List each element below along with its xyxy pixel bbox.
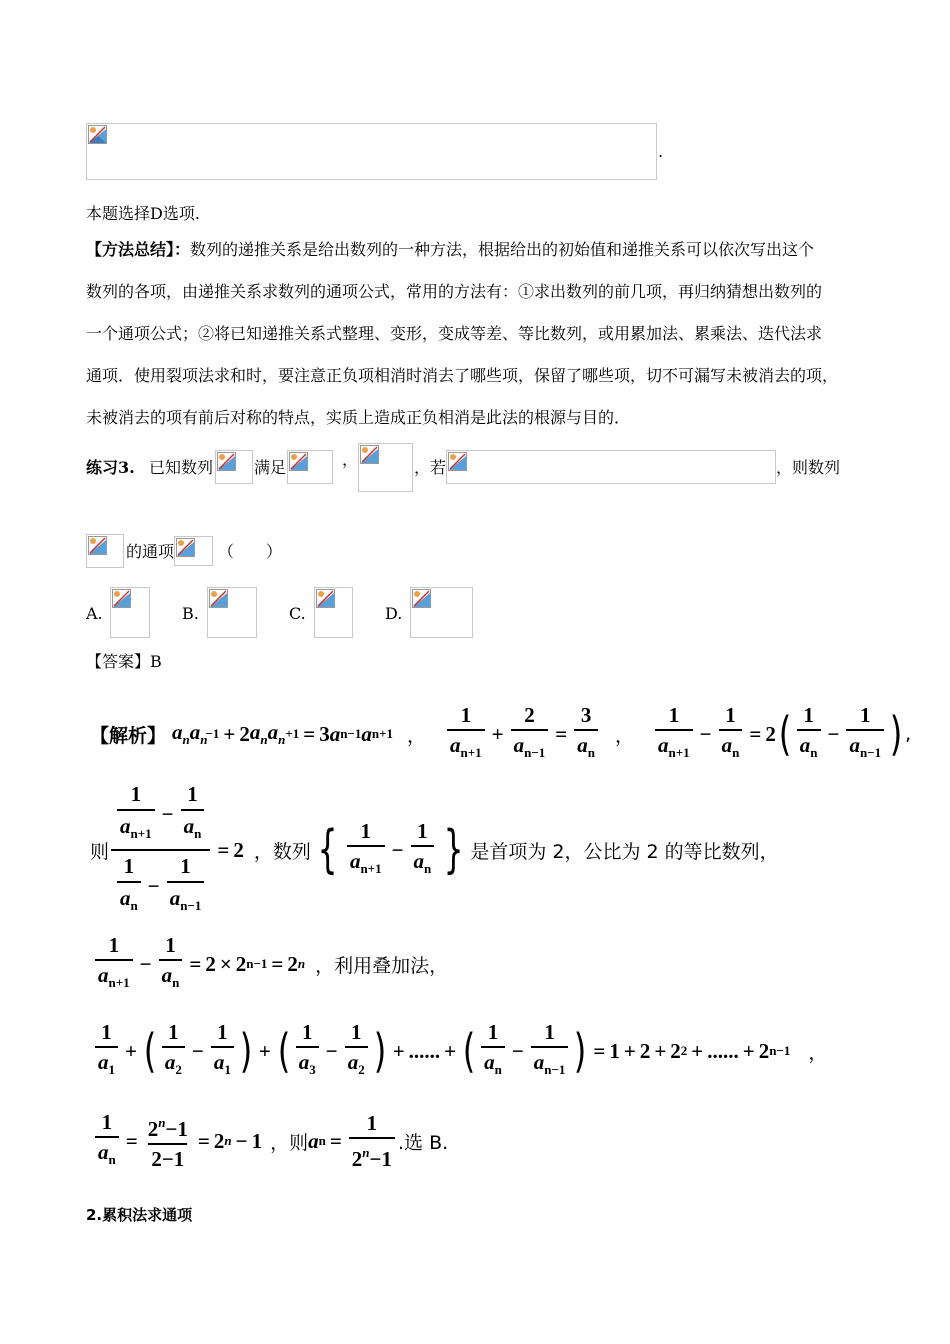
broken-image-icon [360,445,379,464]
option-d-label: D. [385,604,403,623]
broken-image-icon [209,589,228,608]
broken-image-icon [88,125,107,144]
method-line-4: 未被消去的项有前后对称的特点，实质上造成正负相消是此法的根源与目的． [86,408,631,427]
solution-line-1: 【解析】 $a_na_n$ −1 + 2 $a_na_n$ +1 = 3 a n−1 a n+1 ， $\frac{1}{a_{n+1}}$ + $\frac{2}{a_{n-1}}$ = $\frac{3}{a_n}$ ， $\frac{1}{a_{n+1}}$ − $\frac{1}{a_n}$ = 2 ( $\frac{1}{a_n}$ − $\frac{1}{a_{n-1}}$ ) , [90,703,911,765]
method-label: 【方法总结】： [86,240,191,259]
formula-image-placeholder [86,123,657,180]
broken-image-icon [217,452,236,471]
broken-image-icon [88,536,107,555]
comma-3: ， [808,1041,828,1064]
sequence-image-placeholder [215,450,253,484]
exercise-text-7: （ ） [218,542,283,561]
broken-image-icon [289,452,308,471]
method-line-3: 通项．使用裂项法求和时，要注意正负项相消时消去了哪些项，保留了哪些项，切不可漏写未被消去的项， [86,366,839,385]
exercise-label: 练习3. [86,458,135,477]
method-line-2: 一个通项公式；②将已知递推关系式整理、变形，变成等差、等比数列，或用累加法、累乘法、迭代法求 [86,324,823,343]
comma-1: ， [407,724,427,747]
section-2-heading: 2.累积法求通项 [86,1206,193,1224]
answer-choice-text: 本题选择D选项. [86,204,200,223]
general-term-image-placeholder [174,536,213,566]
exercise-text-4: ，若 [414,458,447,477]
method-line-1: 数列的各项，由递推关系求数列的通项公式，常用的方法有：①求出数列的前几项，再归纳猜想出数列的 [86,282,823,301]
sum-method-text: ，利用叠加法， [315,954,449,977]
broken-image-icon [448,452,467,471]
condition2-image-placeholder [358,443,413,492]
recurrence-image-placeholder [446,450,776,484]
exercise-text-6: 的通项 [126,542,175,561]
broken-image-icon [112,589,131,608]
solution-label: 【解析】 [90,724,167,747]
option-b-label: B. [182,604,199,623]
exercise-text-5: ，则数列 [776,458,841,477]
solution-line-5: $\frac{1}{a_n}$ = $\frac{2^n-1}{2-1}$ = 2 n − 1 ，则 a n = $\frac{1}{2^n-1}$ .选 B. [92,1110,448,1172]
option-c-label: C. [289,604,306,623]
broken-image-icon [316,589,335,608]
comma-2: ， [614,724,634,747]
option-a-image [110,587,150,638]
exercise-text-2: 满足 [254,458,287,477]
broken-image-icon [176,538,195,557]
option-d-image [410,587,473,638]
solution-line-3: $\frac{1}{a_{n+1}}$ − $\frac{1}{a_n}$ = 2 × 2 n−1 = 2 n ，利用叠加法， [92,933,448,995]
exercise-text-3: ， [342,450,359,469]
method-line-0: 数列的递推关系是给出数列的一种方法，根据给出的初始值和递推关系可以依次写出这个 [190,240,815,259]
sequence-word: ，数列 [253,840,311,863]
solution-line-4: $\frac{1}{a_1}$ + ( $\frac{1}{a_2}$ − $\frac{1}{a_1}$ ) + ( $\frac{1}{a_3}$ − $\frac{1}{a_2}$ ) + ...... + ( $\frac{1}{a_n}$ − $\frac{1}{a_{n-1}}$ ) = 1 + 2 + 2 2 + ...... + 2 n−1 ， [92,1020,827,1082]
top-period: . [658,142,664,161]
broken-image-icon [412,589,431,608]
exercise-text-1: 已知数列 [149,458,214,477]
method-summary [86,229,876,439]
solution-line-2: 则 $\frac{1}{a_{n+1}}$ − $\frac{1}{a_n}$ $\frac{1}{a_n}$ − $\frac{1}{a_{n-1}}$ = 2 ，数列 { $\frac{1}{a_{n+1}}$ − $\frac{1}{a_n}$ } 是首项为 2，公比为 2 的等比数列， [90,792,779,908]
condition-image-placeholder [287,450,333,484]
geometric-text: 是首项为 2，公比为 2 的等比数列， [470,840,779,863]
option-b-image [207,587,257,638]
answer-text: 【答案】B [86,652,162,671]
sequence2-image-placeholder [86,534,124,568]
option-a-label: A. [86,604,103,623]
then2-text: ，则 [270,1131,309,1154]
then-text: 则 [90,840,110,863]
choose-text: .选 B. [398,1131,449,1154]
option-c-image [314,587,353,638]
